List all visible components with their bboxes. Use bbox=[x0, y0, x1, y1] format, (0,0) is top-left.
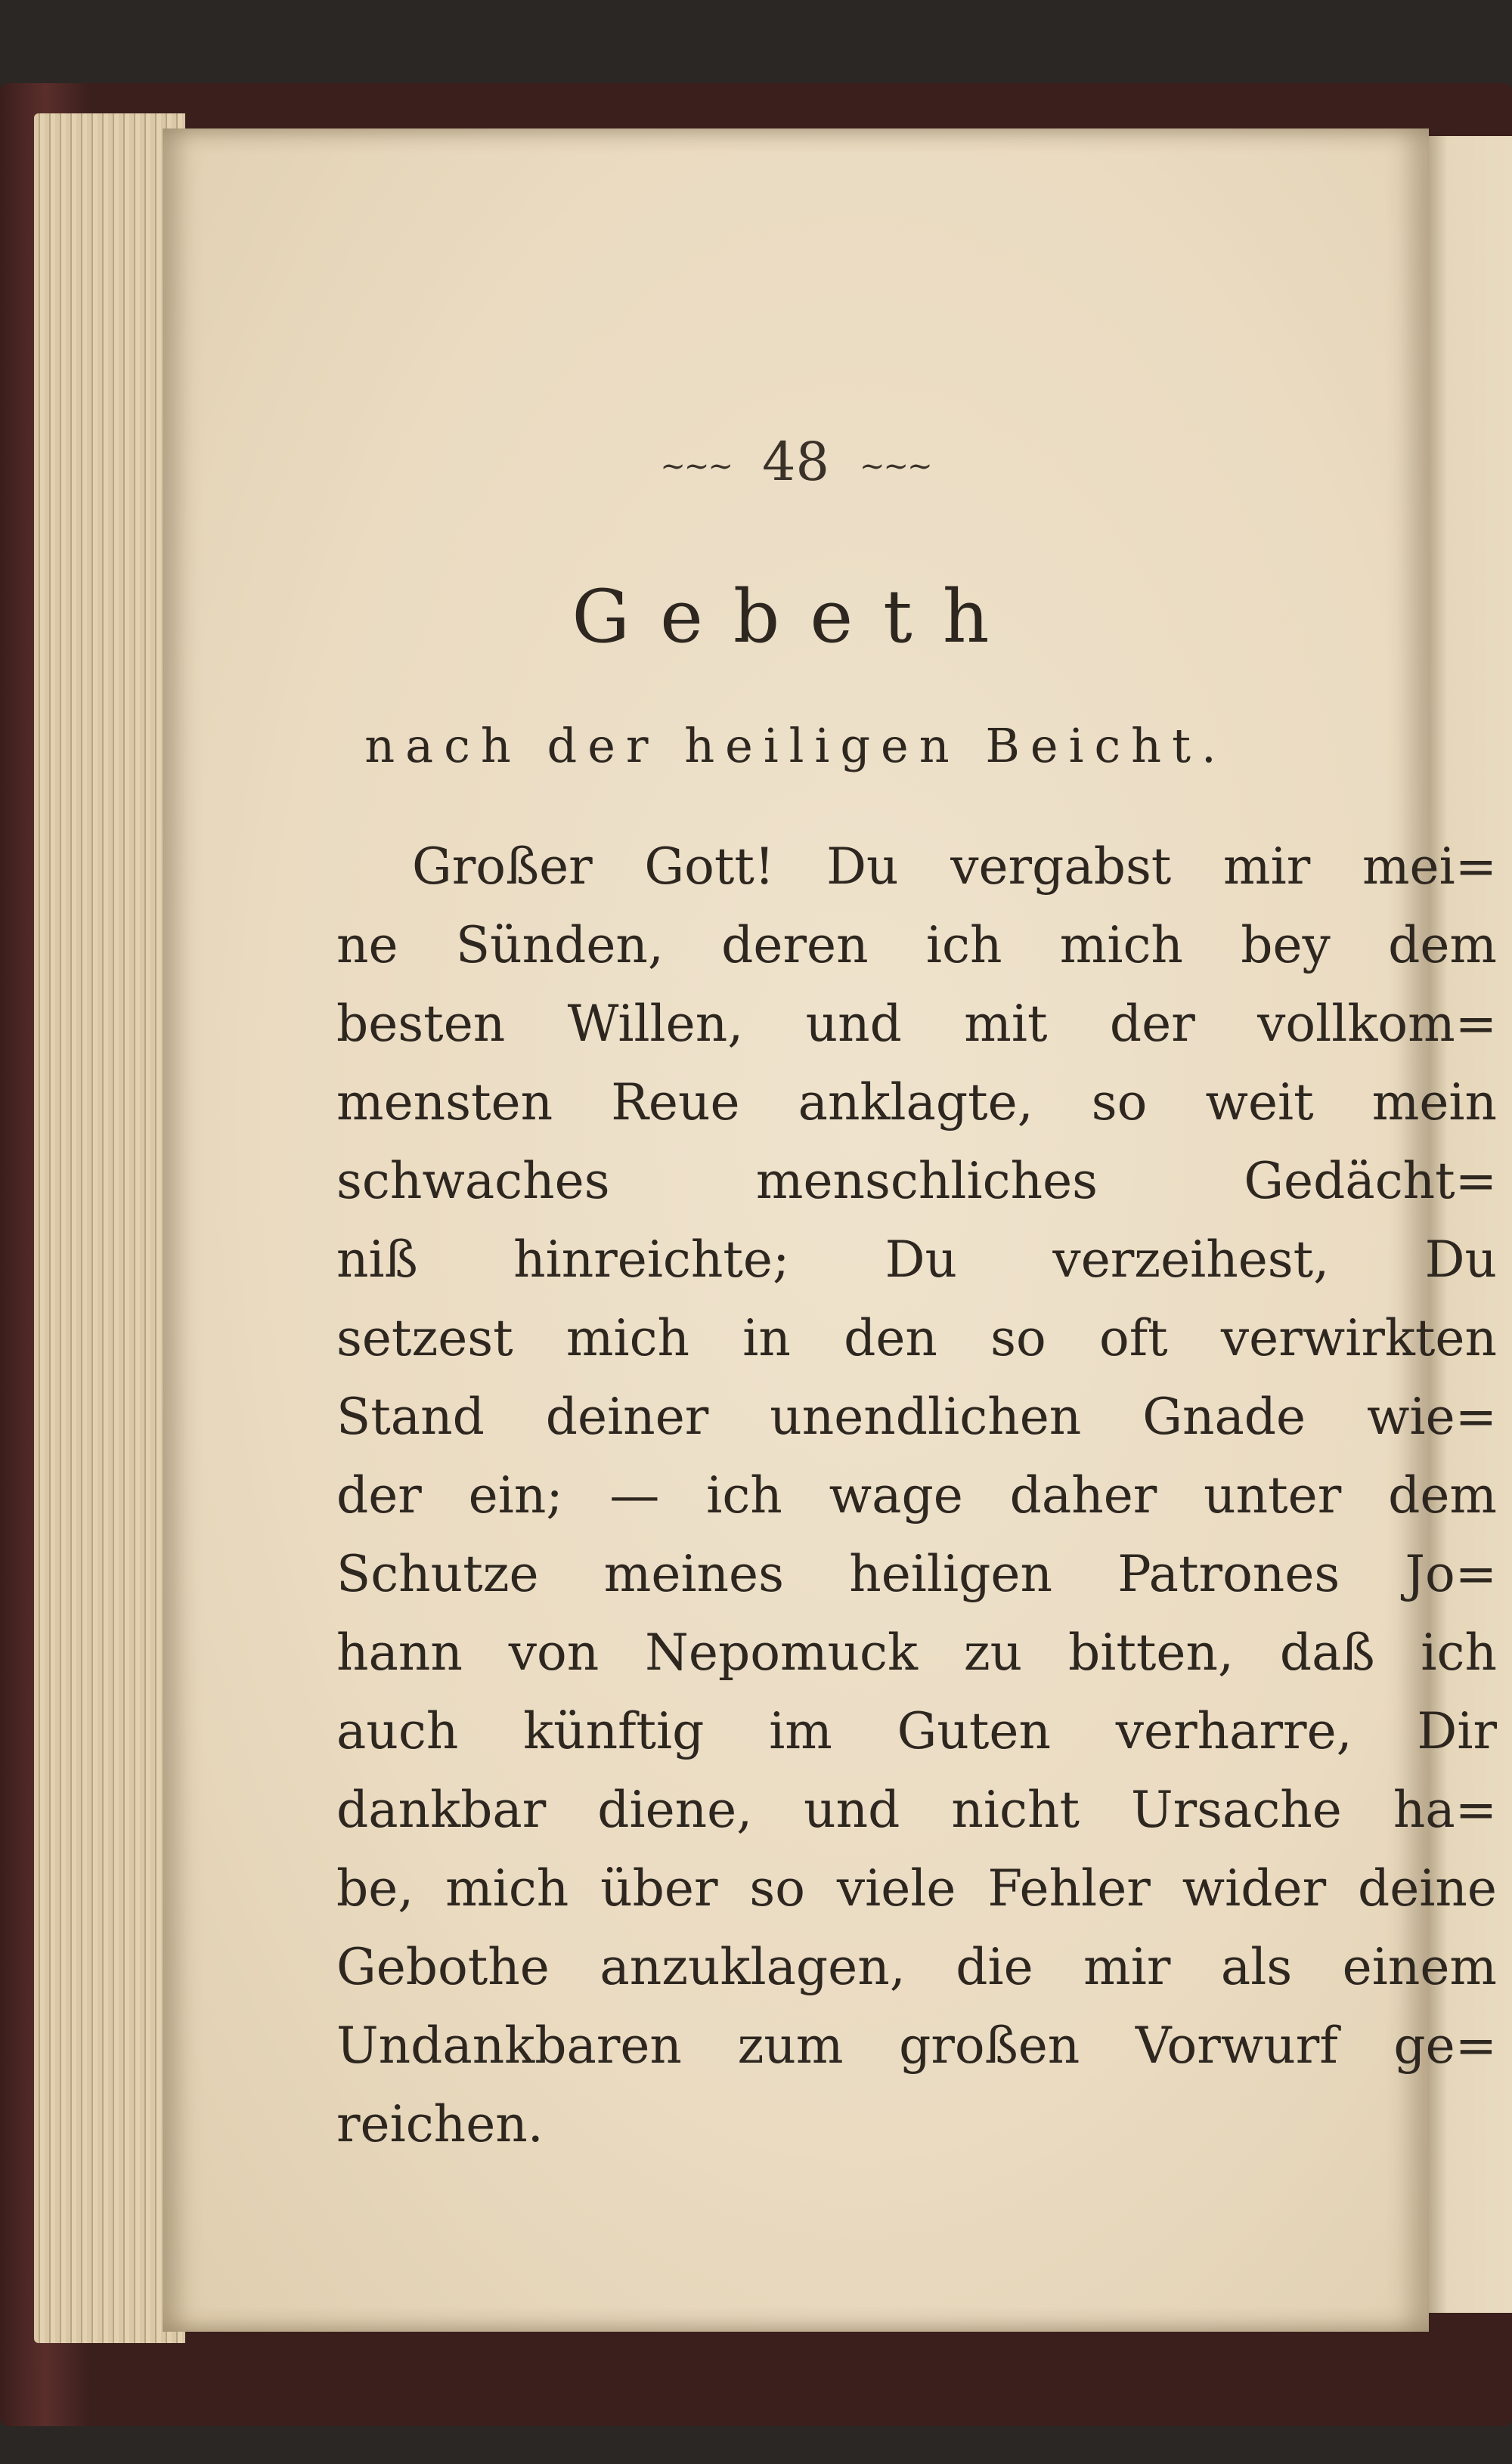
body-text bbox=[336, 828, 1497, 2164]
text-line: Stand deiner unendlichen Gnade wie= bbox=[336, 1388, 1497, 1446]
text-line: Schutze meines heiligen Patrones Jo= bbox=[336, 1545, 1497, 1603]
page-header bbox=[163, 431, 1429, 493]
text-line: setzest mich in den so oft verwirkten bbox=[336, 1309, 1497, 1367]
text-line: auch künftig im Guten verharre, Dir bbox=[336, 1702, 1497, 1760]
ornament-right: ~~~ bbox=[860, 449, 931, 484]
book-page bbox=[163, 128, 1497, 2332]
text-line: niß hinreichte; Du verzeihest, Du bbox=[336, 1230, 1497, 1289]
text-line: schwaches menschliches Gedächt= bbox=[336, 1152, 1497, 1210]
text-line: reichen. bbox=[336, 2095, 544, 2153]
text-line: dankbar diene, und nicht Ursache ha= bbox=[336, 1781, 1497, 1839]
ornament-left: ~~~ bbox=[660, 449, 732, 484]
text-line: Gebothe anzuklagen, die mir als einem bbox=[336, 1938, 1497, 1996]
page-number: 48 bbox=[761, 431, 830, 493]
text-line: mensten Reue anklagte, so weit mein bbox=[336, 1073, 1497, 1131]
text-line: be, mich über so viele Fehler wider deine bbox=[336, 1859, 1497, 1918]
page-title: Gebeth bbox=[572, 574, 1020, 659]
text-line: hann von Nepomuck zu bitten, daß ich bbox=[336, 1624, 1497, 1682]
text-line: ne Sünden, deren ich mich bey dem bbox=[336, 916, 1497, 974]
text-line: Großer Gott! Du vergabst mir mei= bbox=[412, 837, 1497, 896]
text-line: Undankbaren zum großen Vorwurf ge= bbox=[336, 2017, 1497, 2075]
page-subtitle: nach der heiligen Beicht. bbox=[364, 718, 1227, 773]
text-line: besten Willen, und mit der vollkom= bbox=[336, 995, 1497, 1053]
text-line: der ein; — ich wage daher unter dem bbox=[336, 1466, 1497, 1525]
